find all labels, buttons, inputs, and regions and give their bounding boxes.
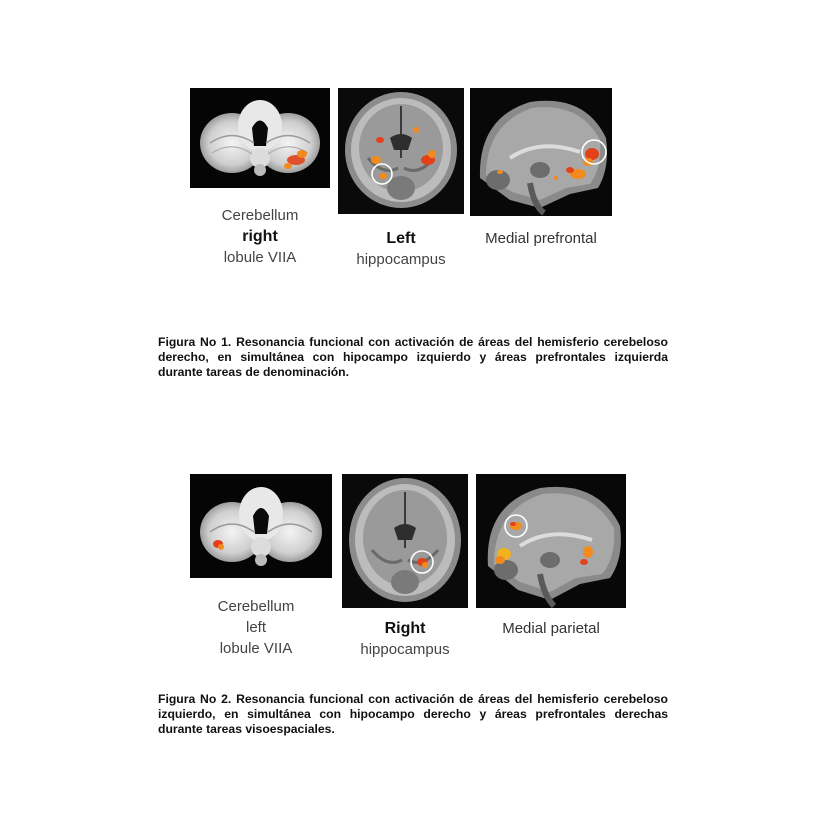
label-line: Left — [386, 230, 416, 247]
label-line: Right — [384, 620, 426, 637]
sagittal-brain-scan — [476, 474, 626, 608]
caption-label: Figura No 1. — [158, 335, 232, 349]
coronal-brain-scan — [338, 88, 464, 214]
figure2-sagittal-image — [476, 474, 626, 608]
label-line: Medial parietal — [502, 620, 600, 637]
figure1-cerebellum-image — [190, 88, 330, 188]
figure2-cerebellum-image — [190, 474, 332, 578]
figure1-label-hippocampus — [338, 228, 464, 270]
figure2-coronal-image — [342, 474, 468, 608]
label-line: right — [242, 228, 278, 245]
cerebellum-axial-scan — [190, 88, 330, 188]
figure2-caption — [158, 692, 668, 737]
label-line: Cerebellum — [217, 598, 295, 615]
caption-label: Figura No 2. — [158, 692, 232, 706]
label-line: left — [245, 619, 266, 636]
figure1-sagittal-image — [470, 88, 612, 216]
sagittal-brain-scan — [470, 88, 612, 216]
label-line: Cerebellum — [221, 207, 299, 224]
caption-text: Resonancia funcional con activación de áreas del hemisferio cerebeloso derecho, en simultánea con hipocampo izquierdo y áreas prefrontales izquierda durante tareas de denominación. — [158, 335, 668, 379]
figure2-label-hippocampus — [342, 618, 468, 660]
figure1-caption — [158, 335, 668, 380]
coronal-brain-scan — [342, 474, 468, 608]
figure1-label-cerebellum — [190, 205, 330, 268]
cerebellum-axial-scan — [190, 474, 332, 578]
label-line: hippocampus — [356, 251, 446, 268]
label-line: hippocampus — [360, 641, 450, 658]
label-line: lobule VIIA — [223, 249, 297, 266]
figure1-coronal-image — [338, 88, 464, 214]
label-line: lobule VIIA — [219, 640, 293, 657]
figure1-label-prefrontal — [460, 228, 622, 249]
figure2-label-cerebellum — [186, 596, 326, 659]
caption-text: Resonancia funcional con activación de áreas del hemisferio cerebeloso izquierdo, en simultánea con hipocampo derecho y áreas prefrontales derechas durante tareas visoespaciales. — [158, 692, 668, 736]
figure2-label-parietal — [476, 618, 626, 639]
label-line: Medial prefrontal — [485, 230, 597, 247]
